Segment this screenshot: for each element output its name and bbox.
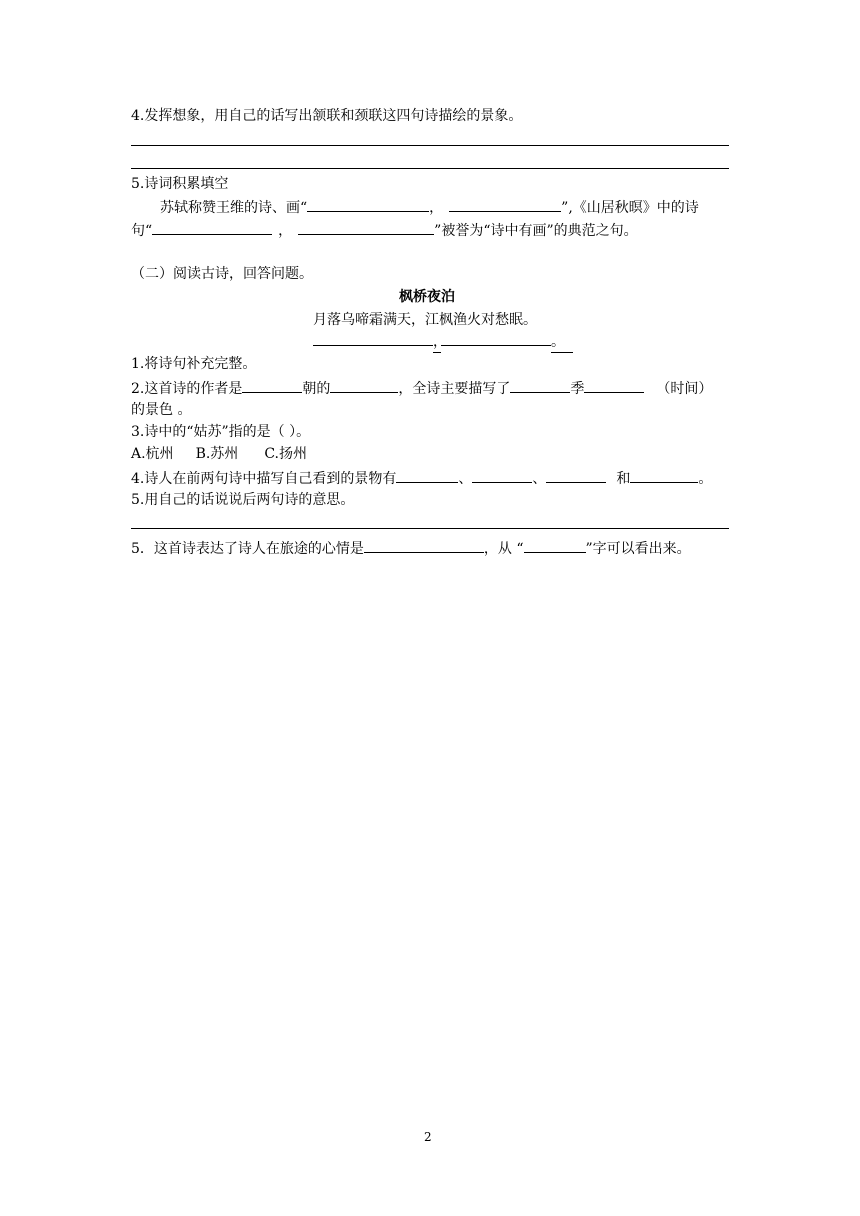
poem-line-2-period: 。 [551, 332, 573, 353]
fill-blank[interactable] [313, 330, 433, 346]
page-number: 2 [424, 1130, 432, 1144]
question-4 [131, 467, 712, 489]
poem-line-2-blank [313, 330, 573, 353]
question-5-title: 5.诗词积累填空 [131, 176, 229, 192]
fill-blank[interactable] [510, 377, 570, 393]
q5-line1-text-c: ”,《山居秋暝》中的诗 [561, 200, 699, 216]
poem-line-1: 月落乌啼霜满天，江枫渔火对愁眠。 [313, 312, 537, 328]
q5-line2-text-c: ”被誉为“诗中有画”的典范之句。 [434, 223, 638, 239]
q6-text-a: 5．这首诗表达了诗人在旅途的心情是 [131, 541, 364, 557]
q2-text-b: 朝的 [302, 381, 331, 397]
question-3: 3.诗中的“姑苏”指的是（ ）。 [131, 424, 311, 440]
fill-blank[interactable] [546, 467, 606, 483]
fill-blank[interactable] [396, 467, 458, 483]
question-1: 1.将诗句补充完整。 [131, 356, 257, 372]
q2-text-e: （时间） [656, 381, 713, 397]
q5-line2-text-b: ， [278, 223, 293, 239]
q4-end: 。 [698, 471, 713, 487]
fill-blank[interactable] [364, 537, 484, 553]
answer-line [131, 145, 729, 146]
fill-blank[interactable] [472, 467, 532, 483]
question-5-line2 [131, 219, 638, 241]
fill-blank[interactable] [330, 377, 398, 393]
fill-blank[interactable] [630, 467, 698, 483]
option-c[interactable]: C.扬州 [264, 446, 307, 462]
q4-sep-2: 、 [532, 471, 547, 487]
fill-blank[interactable] [524, 537, 586, 553]
question-5-line1 [160, 196, 699, 218]
option-a[interactable]: A.杭州 [131, 446, 174, 462]
answer-line [131, 168, 729, 169]
q4-text-a: 4.诗人在前两句诗中描写自己看到的景物有 [131, 471, 397, 487]
q6-text-b: ，从 “ [483, 541, 524, 557]
q2-text-d: 季 [570, 381, 585, 397]
q5-line1-text-b: ， [429, 200, 444, 216]
q6-text-c: ”字可以看出来。 [585, 541, 691, 557]
answer-line [131, 528, 729, 529]
section-2-heading: （二）阅读古诗，回答问题。 [131, 266, 313, 282]
fill-blank[interactable] [242, 377, 302, 393]
fill-blank[interactable] [152, 219, 272, 235]
q4-and: 和 [616, 471, 631, 487]
fill-blank[interactable] [449, 196, 561, 212]
option-b[interactable]: B.苏州 [195, 446, 239, 462]
fill-blank[interactable] [298, 219, 434, 235]
question-2-cont: 的景色 。 [131, 402, 192, 418]
q4-sep-1: 、 [458, 471, 473, 487]
question-4-text: 4.发挥想象，用自己的话写出颔联和颈联这四句诗描绘的景象。 [131, 108, 523, 124]
q2-text-a: 2.这首诗的作者是 [131, 381, 243, 397]
question-3-options [131, 444, 307, 464]
poem-title: 枫桥夜泊 [399, 289, 455, 305]
question-6 [131, 537, 691, 559]
question-5: 5.用自己的话说说后两句诗的意思。 [131, 492, 355, 508]
question-2 [131, 377, 712, 399]
q2-text-c: ，全诗主要描写了 [398, 381, 511, 397]
q5-line1-text-a: 苏轼称赞王维的诗、画“ [160, 200, 308, 216]
q5-line2-text-a: 句“ [131, 223, 153, 239]
fill-blank[interactable] [584, 377, 644, 393]
fill-blank[interactable] [441, 330, 551, 346]
fill-blank[interactable] [307, 196, 429, 212]
poem-line-2-comma: ， [433, 332, 441, 353]
